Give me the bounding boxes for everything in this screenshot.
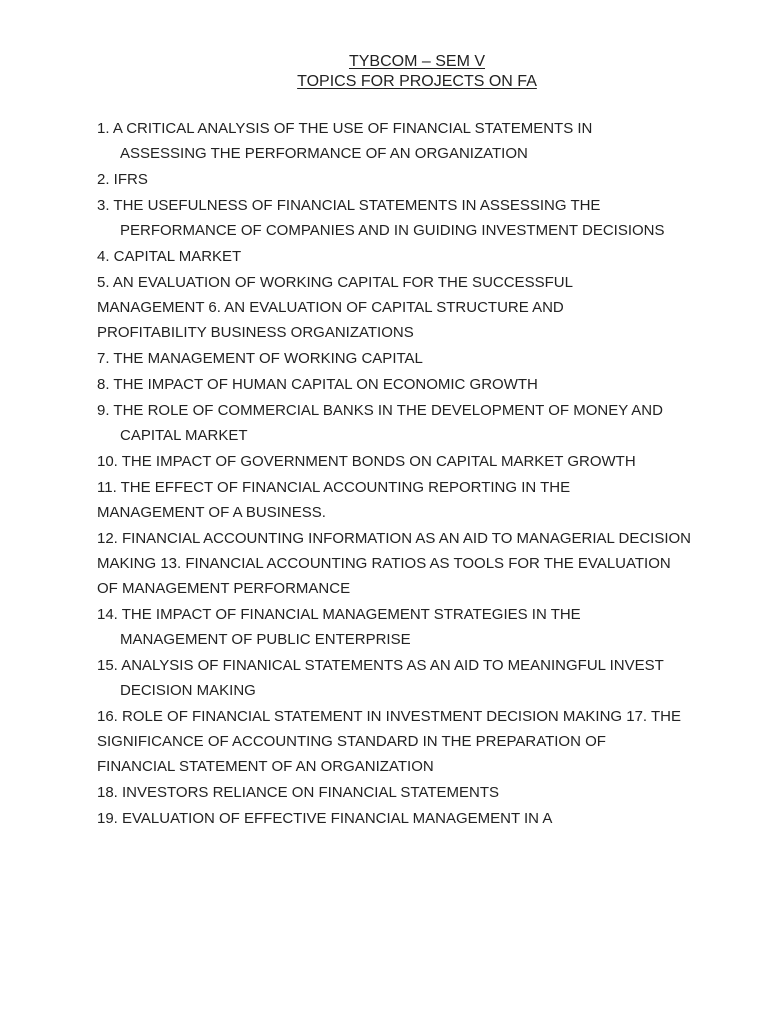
- topic-list: [97, 116, 737, 832]
- list-item-line: MANAGEMENT OF PUBLIC ENTERPRISE: [120, 631, 411, 648]
- list-item-line: PROFITABILITY BUSINESS ORGANIZATIONS: [97, 324, 414, 341]
- list-item-line: 10. THE IMPACT OF GOVERNMENT BONDS ON CAPITAL MARKET GROWTH: [97, 453, 636, 470]
- list-item-line: 19. EVALUATION OF EFFECTIVE FINANCIAL MANAGEMENT IN A: [97, 810, 553, 827]
- list-item: [97, 116, 737, 166]
- list-item-line: 8. THE IMPACT OF HUMAN CAPITAL ON ECONOMIC GROWTH: [97, 376, 538, 393]
- list-item-line: 5. AN EVALUATION OF WORKING CAPITAL FOR THE SUCCESSFUL: [97, 274, 573, 291]
- list-item-line: 14. THE IMPACT OF FINANCIAL MANAGEMENT STRATEGIES IN THE: [97, 606, 581, 623]
- title-line-topics: TOPICS FOR PROJECTS ON FA: [297, 73, 537, 90]
- list-item: [97, 398, 737, 448]
- list-item-line: 16. ROLE OF FINANCIAL STATEMENT IN INVESTMENT DECISION MAKING 17. THE: [97, 708, 681, 725]
- list-item: [97, 193, 737, 243]
- list-item: [97, 806, 737, 831]
- list-item-line: 11. THE EFFECT OF FINANCIAL ACCOUNTING REPORTING IN THE: [97, 479, 571, 496]
- list-item-line: MANAGEMENT 6. AN EVALUATION OF CAPITAL STRUCTURE AND: [97, 299, 564, 316]
- list-item: [97, 372, 737, 397]
- list-item-line: 15. ANALYSIS OF FINANICAL STATEMENTS AS AN AID TO MEANINGFUL INVEST: [97, 657, 664, 674]
- list-item: [97, 602, 737, 652]
- list-item: [97, 704, 737, 779]
- list-item-line: ASSESSING THE PERFORMANCE OF AN ORGANIZATION: [120, 145, 528, 162]
- title-line-course: TYBCOM – SEM V: [348, 53, 486, 70]
- list-item: [97, 167, 737, 192]
- list-item-line: MANAGEMENT OF A BUSINESS.: [97, 504, 326, 521]
- list-item-line: PERFORMANCE OF COMPANIES AND IN GUIDING INVESTMENT DECISIONS: [120, 222, 665, 239]
- list-item-line: DECISION MAKING: [120, 682, 256, 699]
- list-item: [97, 346, 737, 371]
- list-item-line: SIGNIFICANCE OF ACCOUNTING STANDARD IN THE PREPARATION OF: [97, 733, 606, 750]
- list-item: [97, 526, 737, 601]
- list-item-line: CAPITAL MARKET: [120, 427, 248, 444]
- list-item-line: 4. CAPITAL MARKET: [97, 248, 242, 265]
- list-item-line: OF MANAGEMENT PERFORMANCE: [97, 580, 351, 597]
- list-item-line: FINANCIAL STATEMENT OF AN ORGANIZATION: [97, 758, 434, 775]
- list-item-line: 9. THE ROLE OF COMMERCIAL BANKS IN THE DEVELOPMENT OF MONEY AND: [97, 402, 663, 419]
- list-item-line: 2. IFRS: [97, 171, 148, 188]
- list-item-line: 7. THE MANAGEMENT OF WORKING CAPITAL: [97, 350, 423, 367]
- list-item-line: 18. INVESTORS RELIANCE ON FINANCIAL STATEMENTS: [97, 784, 500, 801]
- list-item-line: 12. FINANCIAL ACCOUNTING INFORMATION AS AN AID TO MANAGERIAL DECISION: [97, 530, 692, 547]
- list-item: [97, 270, 737, 345]
- list-item: [97, 653, 737, 703]
- list-item: [97, 244, 737, 269]
- list-item-line: 3. THE USEFULNESS OF FINANCIAL STATEMENTS IN ASSESSING THE: [97, 197, 601, 214]
- list-item: [97, 780, 737, 805]
- list-item-line: MAKING 13. FINANCIAL ACCOUNTING RATIOS AS TOOLS FOR THE EVALUATION: [97, 555, 671, 572]
- document-title: [0, 52, 768, 92]
- list-item-line: 1. A CRITICAL ANALYSIS OF THE USE OF FINANCIAL STATEMENTS IN: [97, 120, 593, 137]
- list-item: [97, 449, 737, 474]
- list-item: [97, 475, 737, 525]
